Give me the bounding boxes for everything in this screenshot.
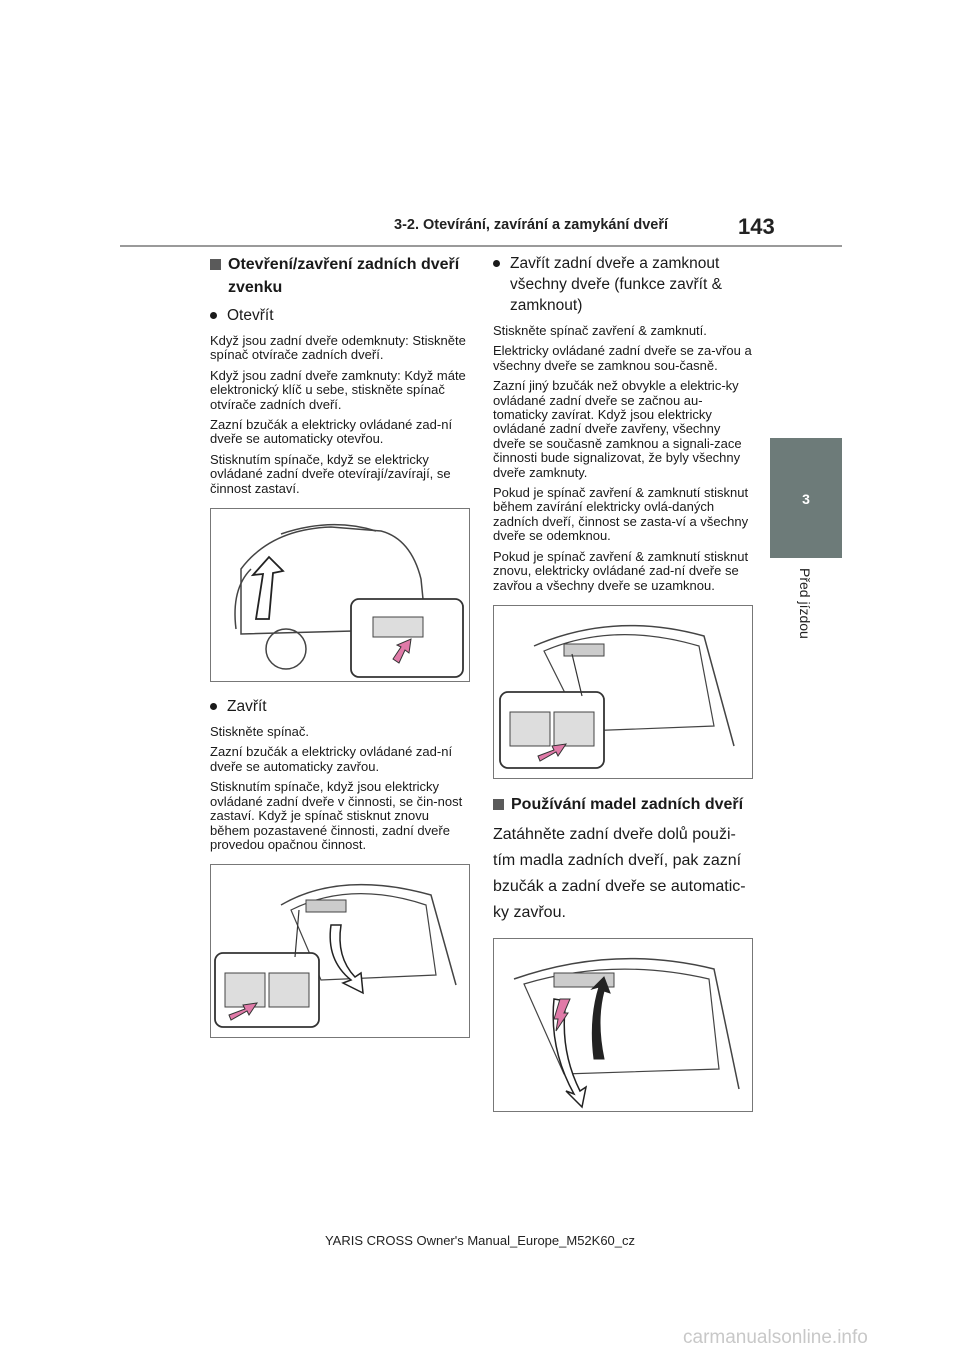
header-divider: [120, 245, 842, 247]
paragraph: Zazní bzučák a elektricky ovládané zad-ní dveře se automaticky zavřou.: [210, 744, 453, 774]
paragraph: Když jsou zadní dveře zamknuty: Když máte elektronický klíč u sebe, stiskněte spínač otvírače zadních dveří.: [210, 367, 466, 412]
bullet-close: Zavřít: [210, 696, 470, 717]
bullet-close-and-lock: Zavřít zadní dveře a zamknout všechny dveře (funkce zavřít & zamknout): [493, 253, 753, 316]
paragraph: Stiskněte spínač zavření & zamknutí.: [493, 323, 707, 338]
footer-manual-id: YARIS CROSS Owner's Manual_Europe_M52K60_cz: [324, 1233, 636, 1248]
round-bullet-icon: [210, 703, 217, 710]
page-number: 143: [738, 214, 775, 239]
watermark: carmanualsonline.info: [683, 1327, 868, 1348]
illustration-close-switch: [210, 864, 470, 1038]
left-column: [210, 253, 470, 1052]
round-bullet-icon: [210, 312, 217, 319]
chapter-label: Před jízdou: [797, 568, 813, 639]
right-column: [493, 253, 753, 1126]
illustration-close-lock-switch: [493, 605, 753, 779]
paragraph: Elektricky ovládané zadní dveře se za-vřou a všechny dveře se zamknou sou-časně.: [493, 343, 752, 373]
illustration-tailgate-handle: [493, 938, 753, 1112]
section-heading-handle: Používání madel zadních dveří: [493, 793, 753, 816]
paragraph: Zatáhněte zadní dveře dolů použi-tím madla zadních dveří, pak zazní bzučák a zadní dveře se automatic-ky zavřou.: [493, 825, 746, 921]
paragraph: Pokud je spínač zavření & zamknutí stisknut znovu, elektricky ovládané zad-ní dveře se zavřou a všechny dveře se uzamknou.: [493, 548, 749, 593]
paragraph: Stisknutím spínače, když jsou elektricky ovládané zadní dveře v činnosti, se čin-nost zastaví. Když je spínač stisknut znovu během pozastavené činnosti, zadní dveře provedou opačnou činnost.: [210, 779, 463, 852]
square-bullet-icon: [493, 799, 504, 810]
paragraph: Zazní bzučák a elektricky ovládané zad-ní dveře se automaticky otevřou.: [210, 417, 453, 447]
paragraph: Pokud je spínač zavření & zamknutí stisknut během zavírání elektricky ovlá-daných zadních dveří, činnost se zasta-ví a všechny dveře se odemknou.: [493, 485, 749, 544]
section-title: 3-2. Otevírání, zavírání a zamykání dveří: [394, 217, 669, 233]
round-bullet-icon: [493, 260, 500, 267]
square-bullet-icon: [210, 259, 221, 270]
section-heading-outside: Otevření/zavření zadních dveří zvenku: [210, 253, 470, 299]
paragraph: Stiskněte spínač.: [210, 724, 309, 740]
paragraph: Když jsou zadní dveře odemknuty: Stiskněte spínač otvírače zadních dveří.: [210, 333, 466, 363]
paragraph: Stisknutím spínače, když se elektricky ovládané zadní dveře otevírají/zavírají, se činnost zastaví.: [210, 451, 451, 496]
illustration-open-tailgate: [210, 508, 470, 682]
paragraph: Zazní jiný bzučák než obvykle a elektric-ky ovládané zadní dveře se začnou au-tomaticky zavírat. Když jsou elektricky ovládané zadní dveře zavřeny, všechny dveře se současně zamknou a signali-zace činnosti bude signalizovat, že byly všechny dveře zamknuty.: [493, 378, 742, 480]
chapter-number: 3: [802, 491, 810, 507]
bullet-open: Otevřít: [210, 305, 470, 326]
